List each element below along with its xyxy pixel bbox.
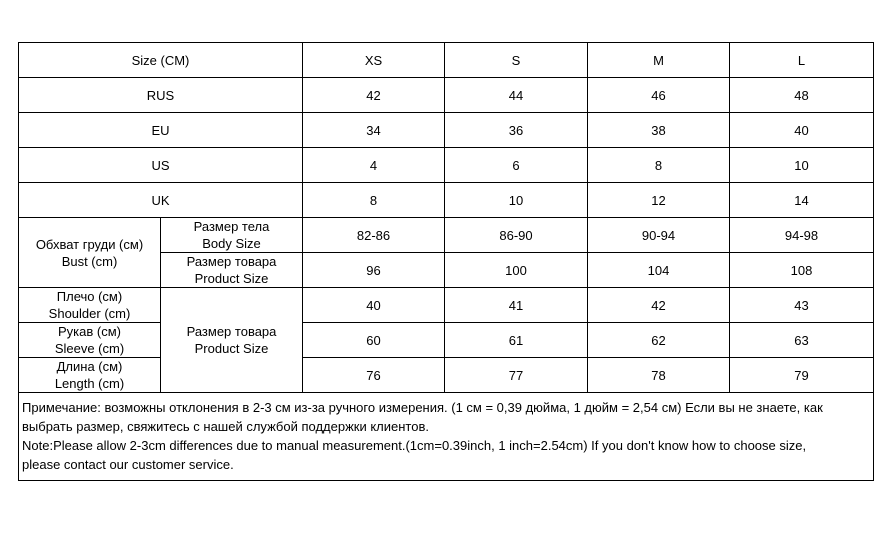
table-cell: 60 [303, 323, 445, 358]
note-row [19, 393, 874, 481]
table-cell: 82-86 [303, 218, 445, 253]
table-row [19, 113, 874, 148]
sleeve-label-cell [19, 323, 161, 358]
note-en-line-2: please contact our customer service. [22, 457, 234, 472]
table-cell: 34 [303, 113, 445, 148]
table-cell: 10 [445, 183, 588, 218]
table-cell: 48 [730, 78, 874, 113]
table-cell: 86-90 [445, 218, 588, 253]
row-label-uk: UK [19, 183, 303, 218]
table-cell: 108 [730, 253, 874, 288]
product-size-group-cell [161, 288, 303, 393]
product-group-label-en: Product Size [194, 341, 269, 356]
table-row [19, 218, 874, 253]
bust-label-cell [19, 218, 161, 288]
table-cell: 4 [303, 148, 445, 183]
body-size-label-ru: Размер тела [193, 219, 270, 234]
size-s-header: S [445, 43, 588, 78]
header-row [19, 43, 874, 78]
table-cell: 94-98 [730, 218, 874, 253]
row-label-us: US [19, 148, 303, 183]
table-cell: 78 [588, 358, 730, 393]
bust-label-ru: Обхват груди (см) [35, 236, 144, 252]
table-cell: 36 [445, 113, 588, 148]
note-cell [19, 393, 874, 481]
table-row [19, 78, 874, 113]
size-chart-table [18, 42, 874, 481]
length-label-ru: Длина (см) [56, 359, 123, 374]
table-cell: 14 [730, 183, 874, 218]
table-cell: 46 [588, 78, 730, 113]
row-label-eu: EU [19, 113, 303, 148]
table-cell: 40 [730, 113, 874, 148]
sleeve-label-ru: Рукав (см) [58, 324, 121, 339]
body-size-label-cell [161, 218, 303, 253]
table-cell: 42 [588, 288, 730, 323]
table-cell: 43 [730, 288, 874, 323]
table-row [19, 358, 874, 393]
table-cell: 44 [445, 78, 588, 113]
body-size-label-en: Body Size [202, 236, 261, 251]
bust-label-en: Bust (cm) [61, 253, 118, 269]
table-cell: 104 [588, 253, 730, 288]
table-cell: 42 [303, 78, 445, 113]
table-cell: 96 [303, 253, 445, 288]
table-cell: 8 [303, 183, 445, 218]
row-label-rus: RUS [19, 78, 303, 113]
table-cell: 8 [588, 148, 730, 183]
note-en-line-1: Note:Please allow 2-3cm differences due to manual measurement.(1cm=0.39inch, 1 inch=2.54cm) If you don't know how to choose size, [22, 438, 807, 453]
table-cell: 90-94 [588, 218, 730, 253]
table-cell: 62 [588, 323, 730, 358]
table-cell: 61 [445, 323, 588, 358]
table-cell: 10 [730, 148, 874, 183]
table-row [19, 323, 874, 358]
table-cell: 38 [588, 113, 730, 148]
table-row [19, 148, 874, 183]
table-cell: 76 [303, 358, 445, 393]
shoulder-label-en: Shoulder (cm) [48, 306, 131, 321]
table-cell: 63 [730, 323, 874, 358]
table-row [19, 183, 874, 218]
size-l-header: L [730, 43, 874, 78]
product-size-label-en: Product Size [194, 271, 269, 286]
size-xs-header: XS [303, 43, 445, 78]
table-cell: 6 [445, 148, 588, 183]
table-cell: 77 [445, 358, 588, 393]
size-m-header: M [588, 43, 730, 78]
note-ru-line-1: Примечание: возможны отклонения в 2-3 см из-за ручного измерения. (1 см = 0,39 дюйма, 1 дюйм = 2,54 см) Если вы не знаете, как [22, 400, 823, 415]
product-size-label-cell [161, 253, 303, 288]
table-cell: 41 [445, 288, 588, 323]
header-label-cell: Size (CM) [19, 43, 303, 78]
product-group-label-ru: Размер товара [186, 324, 277, 339]
table-cell: 12 [588, 183, 730, 218]
product-size-label-ru: Размер товара [186, 254, 277, 269]
table-row [19, 288, 874, 323]
shoulder-label-ru: Плечо (см) [56, 289, 123, 304]
length-label-en: Length (cm) [54, 376, 125, 391]
table-cell: 100 [445, 253, 588, 288]
table-cell: 79 [730, 358, 874, 393]
table-cell: 40 [303, 288, 445, 323]
note-ru-line-2: выбрать размер, свяжитесь с нашей службой поддержки клиентов. [22, 419, 429, 434]
shoulder-label-cell [19, 288, 161, 323]
sleeve-label-en: Sleeve (cm) [54, 341, 125, 356]
length-label-cell [19, 358, 161, 393]
